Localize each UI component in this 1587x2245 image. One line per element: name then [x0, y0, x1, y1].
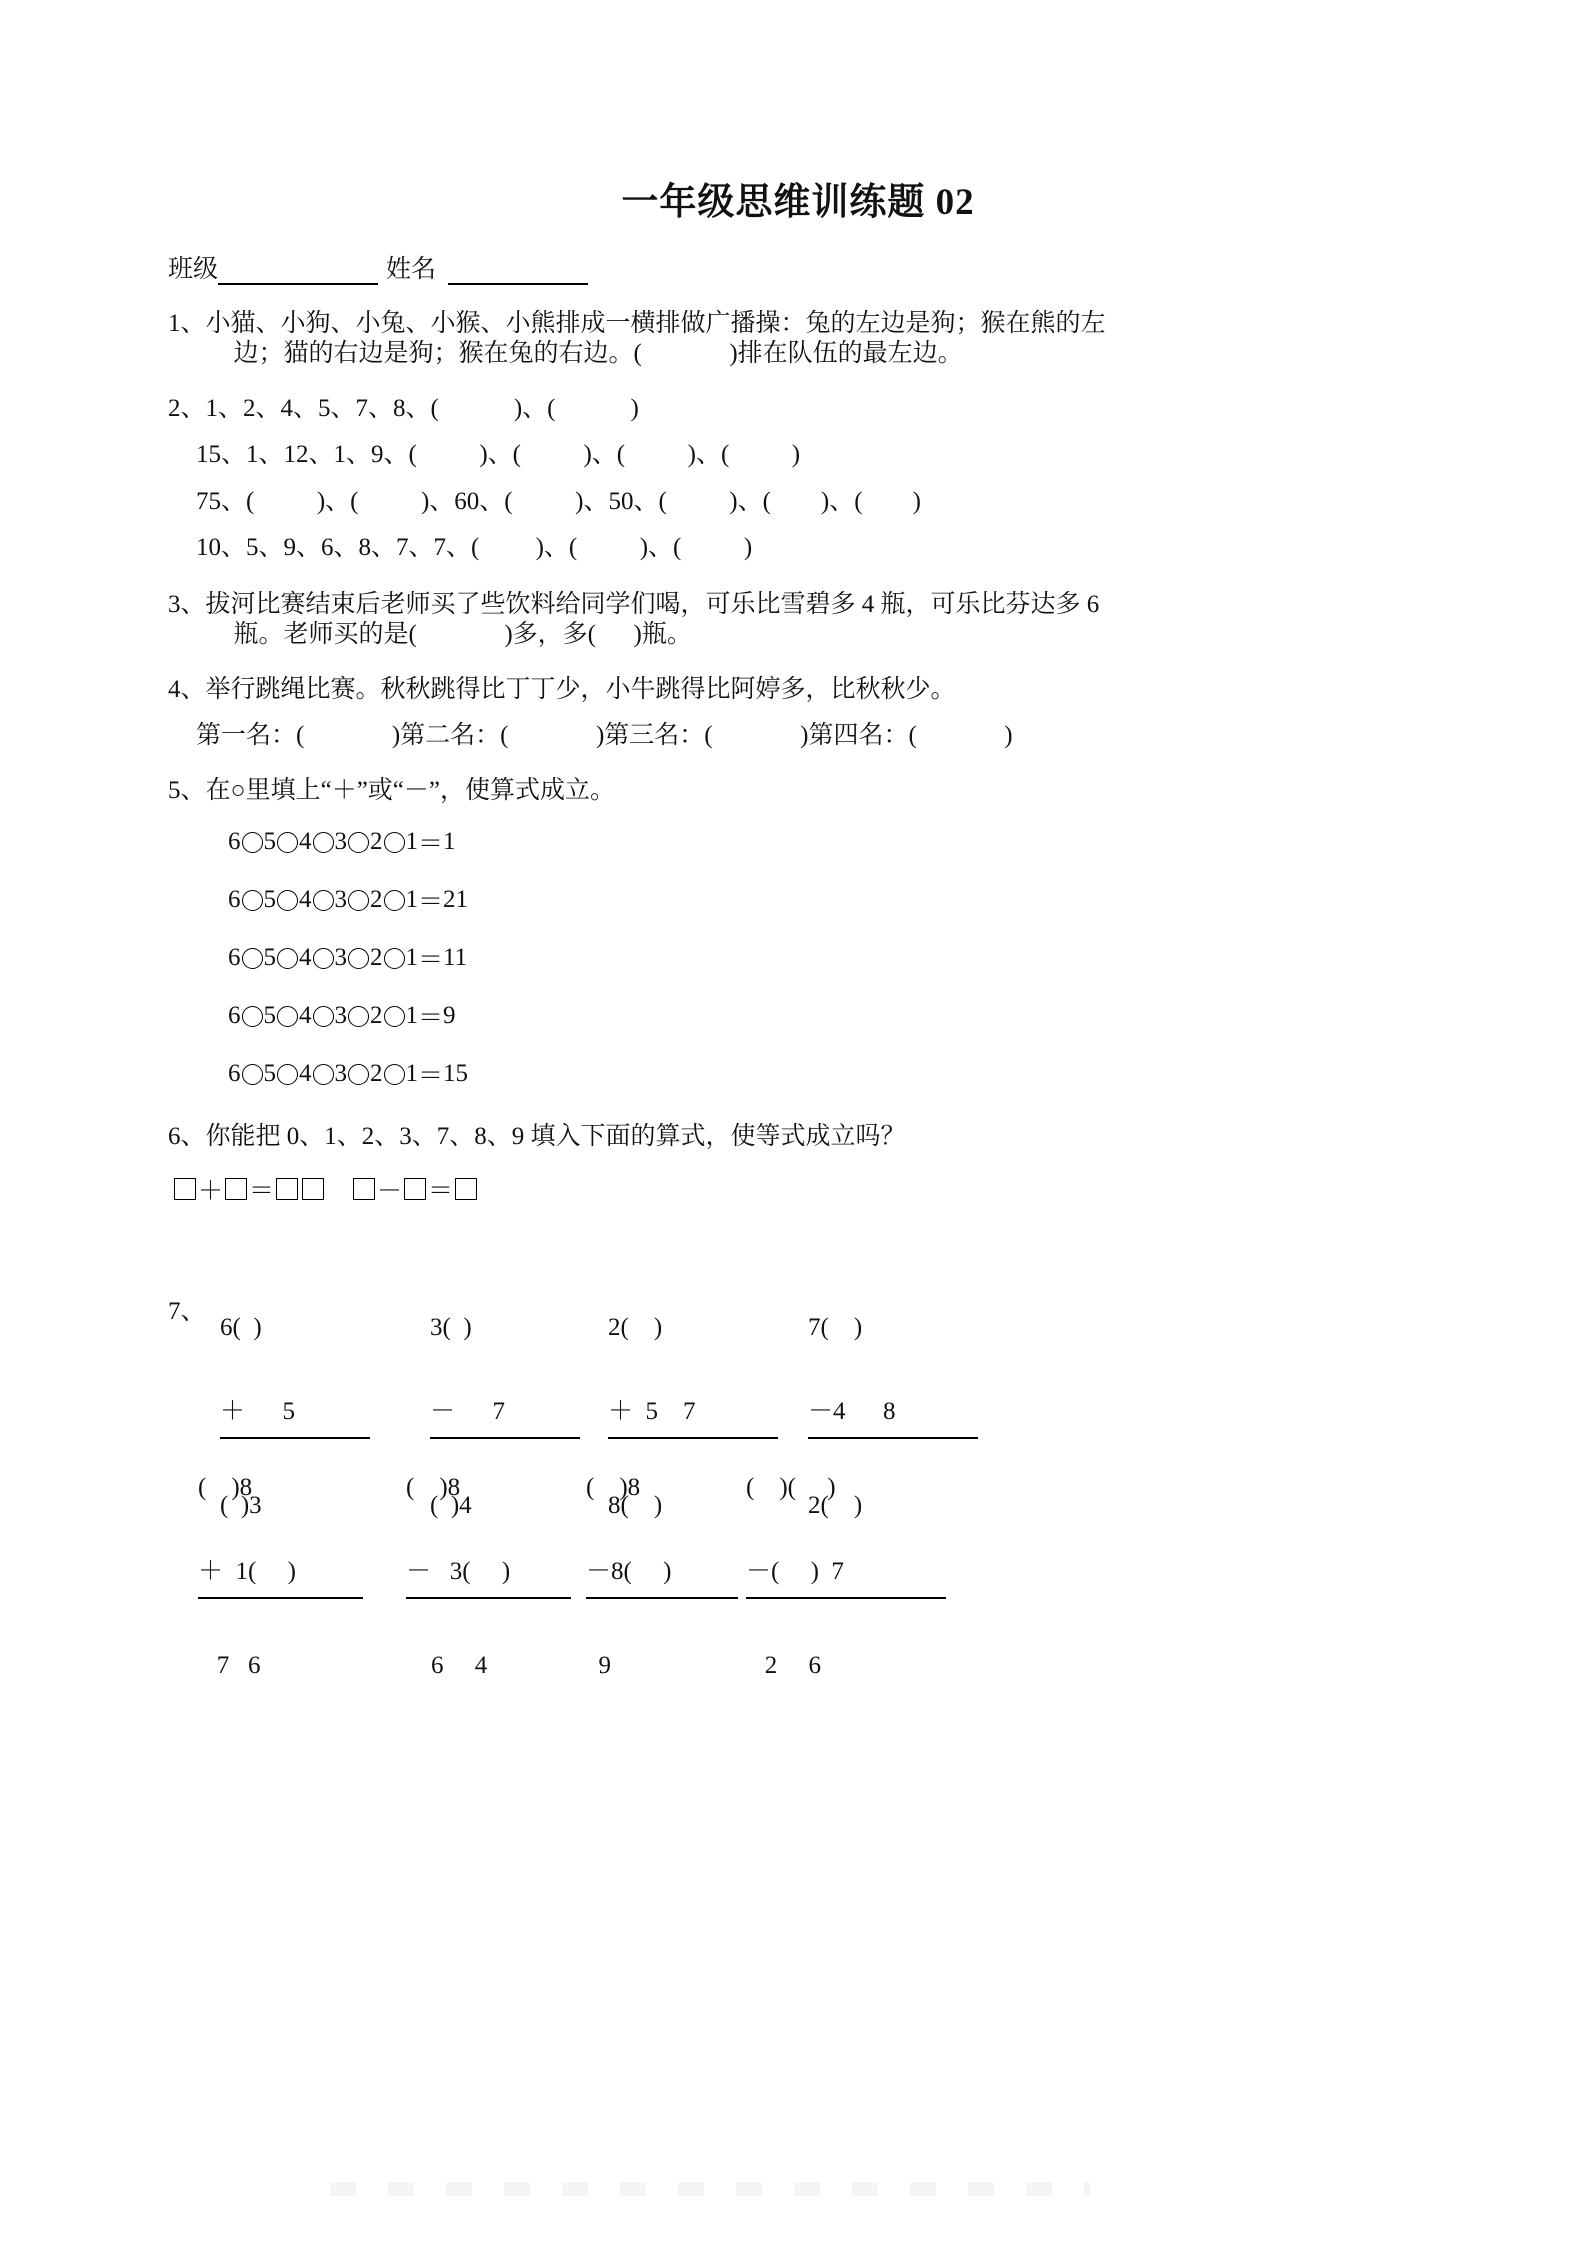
addend-bottom[interactable]: －8( ) [586, 1559, 738, 1599]
answer-box[interactable] [276, 1178, 298, 1200]
vertical-sum-5 [198, 1425, 363, 1737]
equation-digit: 2 [370, 828, 383, 856]
sum-result[interactable]: 7 6 [198, 1651, 261, 1679]
addend-top[interactable]: 7( ) [808, 1313, 863, 1341]
addend-top[interactable]: ( )8 [406, 1473, 461, 1501]
operator-circle[interactable] [242, 1064, 263, 1085]
question-5 [168, 776, 1428, 807]
operator-circle[interactable] [348, 832, 369, 853]
question-3-number: 3、 [168, 590, 206, 618]
question-7 [168, 1265, 1428, 1679]
addend-top[interactable]: ( )8 [198, 1473, 253, 1501]
question-2-number: 2、 [168, 394, 206, 422]
equation-row [168, 940, 1428, 976]
equation-digit: 4 [299, 1060, 312, 1088]
equals-sign: ＝ [418, 1005, 444, 1033]
question-5-equation-list [168, 824, 1428, 1092]
question-4-line-1: 举行跳绳比赛。秋秋跳得比丁丁少，小牛跳得比阿婷多，比秋秋少。 [205, 675, 956, 703]
sum-result[interactable]: ( )4 [430, 1491, 472, 1519]
sum-result[interactable]: 6 4 [406, 1651, 488, 1679]
addend-top[interactable]: ( )8 [586, 1473, 641, 1501]
name-input-rule[interactable] [448, 261, 588, 285]
question-1-line-1: 小猫、小狗、小兔、小猴、小熊排成一横排做广播操：兔的左边是狗；猴在熊的左 [205, 309, 1106, 337]
equation-digit: 4 [299, 944, 312, 972]
question-2-sequence-2: 15、1、12、1、9、( )、( )、( )、( ) [196, 441, 801, 469]
addend-bottom[interactable]: ＋ 1( ) [198, 1559, 363, 1599]
equation-digit: 3 [334, 944, 347, 972]
question-1-number: 1、 [168, 309, 206, 337]
equation-digit: 6 [228, 886, 241, 914]
minus-operator: － [377, 1177, 403, 1205]
equation-digit: 1 [405, 828, 418, 856]
question-6 [168, 1122, 1428, 1153]
equation-row [168, 882, 1428, 918]
equation-digit: 1 [405, 1002, 418, 1030]
equation-digit: 3 [334, 828, 347, 856]
equals-operator: ＝ [428, 1177, 454, 1205]
operator-circle[interactable] [348, 1006, 369, 1027]
operator-circle[interactable] [277, 890, 298, 911]
equals-operator: ＝ [249, 1177, 275, 1205]
operator-circle[interactable] [348, 890, 369, 911]
equation-digit: 4 [299, 1002, 312, 1030]
equation-digit: 3 [334, 1002, 347, 1030]
operator-circle[interactable] [242, 832, 263, 853]
operator-circle[interactable] [242, 1006, 263, 1027]
equals-sign: ＝ [418, 831, 444, 859]
equation-digit: 3 [334, 1060, 347, 1088]
addend-bottom[interactable]: ＋ 5 7 [608, 1399, 778, 1439]
operator-circle[interactable] [348, 948, 369, 969]
question-3-line-2: 瓶。老师买的是( )多，多( )瓶。 [233, 621, 692, 649]
vertical-sum-7 [586, 1425, 738, 1737]
equation-digit: 1 [405, 944, 418, 972]
question-6-number: 6、 [168, 1123, 206, 1151]
equation-digit: 6 [228, 944, 241, 972]
question-2-sequence-4-row [168, 533, 1428, 564]
question-2 [168, 394, 1428, 425]
equation-row [168, 998, 1428, 1034]
question-4-number: 4、 [168, 675, 206, 703]
answer-box[interactable] [174, 1178, 196, 1200]
operator-circle[interactable] [384, 948, 405, 969]
question-5-line-1: 在○里填上“＋”或“－”，使算式成立。 [205, 776, 616, 804]
equation-digit: 4 [299, 886, 312, 914]
page-title: 一年级思维训练题 02 [621, 182, 975, 223]
answer-box[interactable] [225, 1178, 247, 1200]
addend-top[interactable]: 2( ) [608, 1313, 663, 1341]
equation-digit: 6 [228, 1060, 241, 1088]
operator-circle[interactable] [313, 890, 334, 911]
addend-bottom[interactable]: ＋ 5 [220, 1399, 370, 1439]
worksheet-body [168, 0, 1428, 1679]
operator-circle[interactable] [313, 1064, 334, 1085]
question-7-row-1 [168, 1265, 1428, 1519]
equation-digit: 6 [228, 828, 241, 856]
question-3-line-1: 拔河比赛结束后老师买了些饮料给同学们喝，可乐比雪碧多 4 瓶，可乐比芬达多 6 [205, 590, 1100, 618]
answer-box[interactable] [455, 1178, 477, 1200]
operator-circle[interactable] [313, 1006, 334, 1027]
equals-sign: ＝ [418, 947, 444, 975]
operator-circle[interactable] [277, 948, 298, 969]
equation-row [168, 1056, 1428, 1092]
question-2-sequence-3-row [168, 487, 1428, 518]
operator-circle[interactable] [242, 890, 263, 911]
equation-digit: 5 [263, 944, 276, 972]
operator-circle[interactable] [384, 1064, 405, 1085]
name-label: 姓名 [386, 255, 437, 283]
question-3 [168, 590, 1428, 651]
equation-result: 21 [443, 886, 469, 914]
answer-box[interactable] [302, 1178, 324, 1200]
class-input-rule[interactable] [218, 261, 378, 285]
answer-box[interactable] [404, 1178, 426, 1200]
operator-circle[interactable] [313, 948, 334, 969]
answer-box[interactable] [353, 1178, 375, 1200]
equation-digit: 2 [370, 1060, 383, 1088]
operator-circle[interactable] [242, 948, 263, 969]
question-5-number: 5、 [168, 776, 206, 804]
question-4-ranking-row [168, 721, 1428, 752]
equation-digit: 5 [263, 886, 276, 914]
scan-artifact [330, 2182, 1090, 2196]
class-label: 班级 [168, 255, 219, 283]
addend-top[interactable]: 6( ) [220, 1313, 262, 1341]
operator-circle[interactable] [348, 1064, 369, 1085]
addend-bottom[interactable]: － 3( ) [406, 1559, 571, 1599]
operator-circle[interactable] [313, 832, 334, 853]
operator-circle[interactable] [384, 1006, 405, 1027]
question-1-line-2: 边；猫的右边是狗；猴在兔的右边。( )排在队伍的最左边。 [233, 340, 963, 368]
addend-bottom[interactable]: － 7 [430, 1399, 580, 1439]
equation-digit: 5 [263, 1002, 276, 1030]
operator-circle[interactable] [384, 832, 405, 853]
expression-gap [326, 1175, 351, 1203]
question-4-ranking: 第一名：( )第二名：( )第三名：( )第四名：( ) [196, 722, 1013, 750]
equation-digit: 2 [370, 886, 383, 914]
equals-sign: ＝ [418, 889, 444, 917]
equation-digit: 5 [263, 1060, 276, 1088]
question-2-sequence-4: 10、5、9、6、8、7、7、( )、( )、( ) [196, 534, 753, 562]
addend-top[interactable]: ( )( ) [746, 1473, 836, 1501]
question-6-expressions [168, 1171, 1428, 1207]
question-1 [168, 309, 1428, 370]
addend-top[interactable]: 3( ) [430, 1313, 472, 1341]
question-2-sequence-1: 1、2、4、5、7、8、( )、( ) [205, 394, 639, 422]
question-6-line-1: 你能把 0、1、2、3、7、8、9 填入下面的算式，使等式成立吗？ [205, 1123, 906, 1151]
sum-result[interactable]: 8( ) [608, 1491, 663, 1519]
equation-digit: 2 [370, 1002, 383, 1030]
equation-digit: 1 [405, 886, 418, 914]
equation-digit: 4 [299, 828, 312, 856]
equation-digit: 6 [228, 1002, 241, 1030]
question-7-number: 7、 [168, 1297, 206, 1325]
student-info-line [168, 255, 1428, 285]
sum-result[interactable]: 9 [586, 1651, 611, 1679]
sum-result[interactable]: 2 6 [746, 1651, 821, 1679]
equation-digit: 5 [263, 828, 276, 856]
operator-circle[interactable] [384, 890, 405, 911]
vertical-sum-8 [746, 1425, 946, 1737]
equals-sign: ＝ [418, 1063, 444, 1091]
equation-digit: 3 [334, 886, 347, 914]
equation-digit: 2 [370, 944, 383, 972]
plus-operator: ＋ [198, 1177, 224, 1205]
operator-circle[interactable] [277, 1006, 298, 1027]
question-4 [168, 675, 1428, 706]
equation-row [168, 824, 1428, 860]
equation-result: 9 [443, 1002, 456, 1030]
question-7-row-2 [168, 1425, 1428, 1679]
question-2-sequence-3: 75、( )、( )、60、( )、50、( )、( )、( ) [196, 487, 921, 515]
question-2-sequence-2-row [168, 440, 1428, 471]
sum-result[interactable]: ( )3 [220, 1491, 262, 1519]
addend-bottom[interactable]: －( ) 7 [746, 1559, 946, 1599]
vertical-sum-6 [406, 1425, 571, 1737]
operator-circle[interactable] [277, 832, 298, 853]
equation-result: 11 [443, 944, 468, 972]
equation-result: 15 [443, 1060, 469, 1088]
operator-circle[interactable] [277, 1064, 298, 1085]
equation-digit: 1 [405, 1060, 418, 1088]
sum-result[interactable]: 2( ) [808, 1491, 863, 1519]
addend-bottom[interactable]: －4 8 [808, 1399, 978, 1439]
equation-result: 1 [443, 828, 456, 856]
